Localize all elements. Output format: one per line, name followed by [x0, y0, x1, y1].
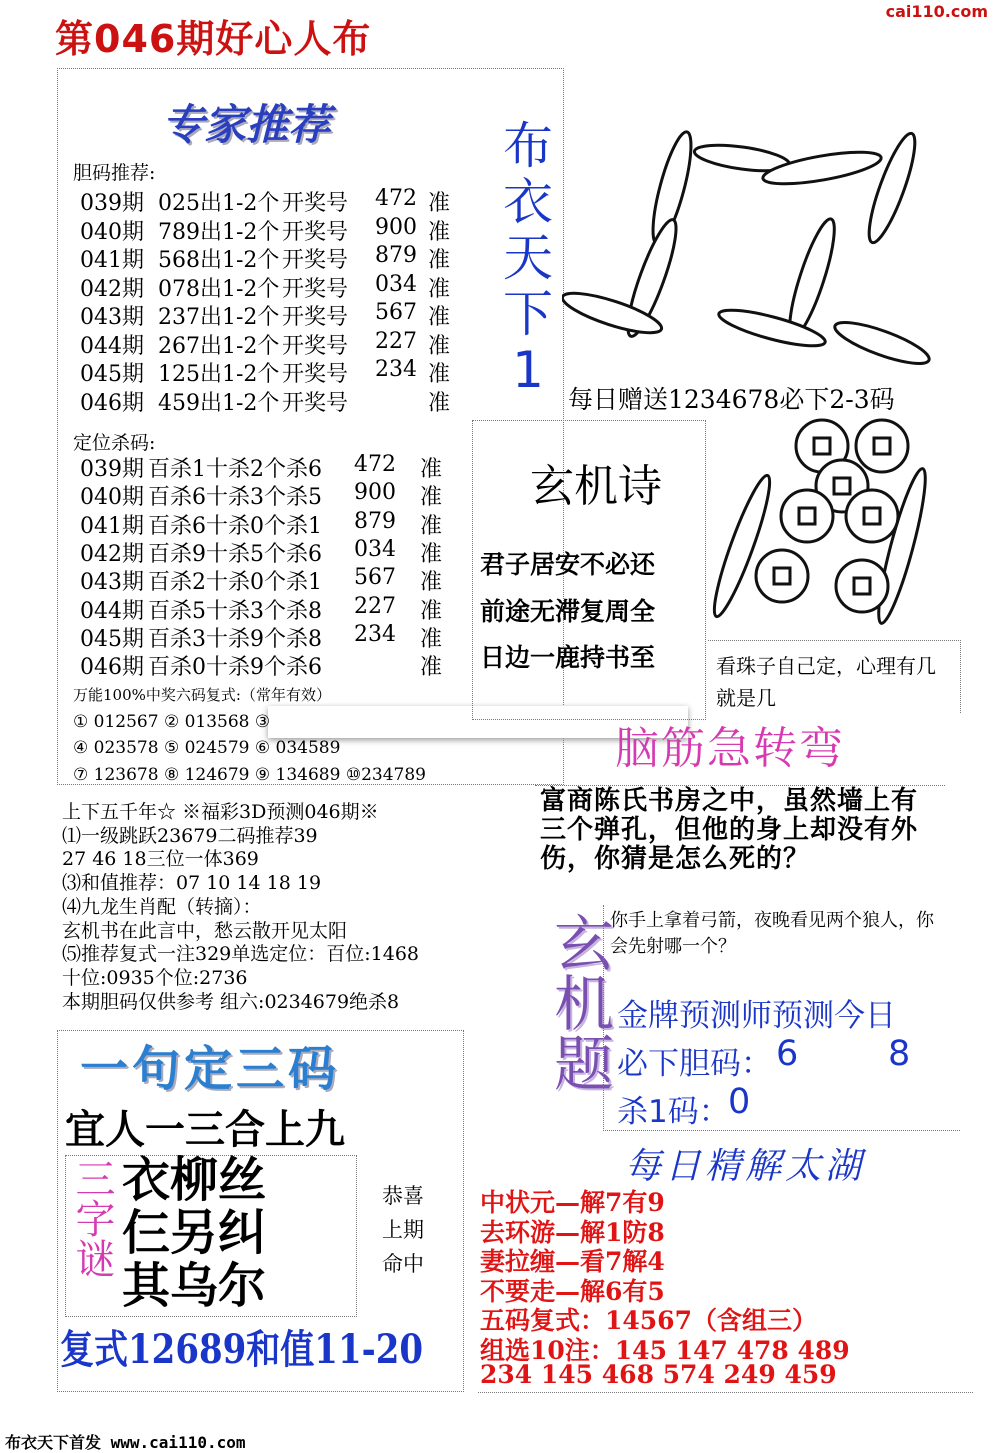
- taihu-line: 五码复式：14567（含组三）: [480, 1306, 817, 1335]
- history-line: 玄机书在此言中，愁云散开见太阳: [62, 919, 348, 942]
- dan-row: [80, 215, 480, 243]
- dan-mark: 准: [428, 305, 451, 330]
- history-line: 27 46 18三位一体369: [62, 848, 259, 871]
- dan-pick: 125出1-2个: [158, 362, 280, 387]
- xuanji-question: 你手上拿着弓箭，夜晚看见两个狼人，你会先射哪一个？: [610, 910, 934, 957]
- kill-mark: 准: [420, 570, 443, 596]
- zi-char-row: 其乌尔: [122, 1258, 267, 1314]
- dan-row: [80, 300, 480, 328]
- dan-period: 040期: [80, 219, 144, 245]
- kill-row: [80, 565, 480, 596]
- coins-image: [712, 416, 952, 646]
- six-row: ① 012567 ② 013568 ③: [73, 712, 271, 732]
- dan-row: [80, 329, 480, 357]
- kill-mark: 准: [420, 598, 443, 624]
- dan-row: [80, 272, 480, 300]
- dan-mark: 准: [428, 191, 451, 216]
- taihu-line: 234 145 468 574 249 459: [480, 1360, 837, 1389]
- zi-char-row: 衣柳丝: [122, 1152, 267, 1208]
- dan-pick: 568出1-2个: [158, 248, 280, 273]
- taihu-heading: 每日精解太湖: [625, 1146, 866, 1187]
- dan-row: [80, 243, 480, 271]
- kill-period: 040期: [80, 485, 144, 511]
- kill-pick: 百杀0十杀9个杀6: [148, 655, 322, 681]
- six-label: 万能100%中奖六码复式:（常年有效）: [73, 686, 331, 704]
- dan-label: 开奖号: [282, 276, 349, 302]
- fushi-text: 复式12689和值11-20: [60, 1326, 424, 1373]
- kill-period: 042期: [80, 541, 144, 567]
- dan-mark: 准: [428, 219, 451, 245]
- xuanji-vertical: 玄机题: [544, 912, 614, 1092]
- dan-pick: 025出1-2个: [158, 191, 280, 216]
- site-logo[interactable]: cai110.com: [885, 2, 988, 21]
- beads-caption: 看珠子自己定，心理有几就是几: [716, 654, 936, 710]
- buyi-vertical: 布衣天下1: [503, 117, 553, 399]
- daily-gift: 每日赠送1234678必下2-3码: [568, 385, 895, 414]
- kill-row: [80, 537, 480, 565]
- kill-mark: 准: [420, 541, 443, 567]
- dan-mark: 准: [428, 248, 451, 273]
- kill-mark: 准: [420, 655, 443, 681]
- dan-period: 044期: [80, 333, 144, 359]
- kill-num: 567: [354, 565, 396, 591]
- kill-mark: 准: [420, 457, 443, 482]
- poem-heading: 玄机诗: [530, 461, 662, 512]
- kill-num: 227: [354, 593, 396, 619]
- gold-dan1: 6: [776, 1034, 799, 1074]
- kill-label: 定位杀码:: [73, 432, 156, 454]
- kill-period: 045期: [80, 626, 144, 652]
- dan-mark: 准: [428, 390, 451, 416]
- dan-period: 039期: [80, 191, 144, 216]
- dan-label: 开奖号: [282, 362, 349, 387]
- zi-char-row: 仨另纠: [122, 1205, 267, 1261]
- six-row: ④ 023578 ⑤ 024579 ⑥ 034589: [73, 738, 341, 758]
- dan-period: 042期: [80, 276, 144, 302]
- kill-row: [80, 480, 480, 511]
- kill-period: 046期: [80, 655, 144, 681]
- dan-label: 开奖号: [282, 305, 349, 330]
- history-line: ⑴一级跳跃23679二码推荐39: [62, 824, 318, 847]
- dan-label: 开奖号: [282, 248, 349, 273]
- history-line: ⑸推荐复式一注329单选定位：百位:1468: [62, 943, 420, 966]
- gold-kill: 0: [728, 1082, 751, 1122]
- dan-pick: 459出1-2个: [158, 390, 280, 416]
- poem-line: 君子居安不必还: [480, 550, 656, 579]
- dan-row: [80, 357, 480, 385]
- dan-period: 041期: [80, 248, 144, 273]
- kill-pick: 百杀9十杀5个杀6: [148, 541, 322, 567]
- kill-period: 044期: [80, 598, 144, 624]
- six-row: ⑦ 123678 ⑧ 124679 ⑨ 134689 ⑩234789: [73, 765, 426, 785]
- kill-pick: 百杀3十杀9个杀8: [148, 626, 322, 652]
- dan-row: [80, 386, 480, 414]
- kill-row: [80, 622, 480, 650]
- yiju-heading: 一句定三码: [80, 1041, 341, 1097]
- gold-line2-label: 必下胆码：: [617, 1046, 772, 1082]
- dan-mark: 准: [428, 276, 451, 302]
- dan-num: 234: [375, 357, 417, 382]
- kill-period: 043期: [80, 570, 144, 596]
- gold-line3-label: 杀1码：: [617, 1094, 730, 1130]
- expert-heading: 专家推荐: [162, 100, 331, 149]
- kill-row: [80, 650, 480, 681]
- poem-line: 前途无滞复周全: [480, 597, 656, 626]
- taihu-line: 不要走—解6有5: [480, 1276, 665, 1306]
- kill-pick: 百杀2十杀0个杀1: [148, 570, 322, 596]
- congrats-text: 上期: [382, 1218, 424, 1242]
- kill-pick: 百杀6十杀0个杀1: [148, 513, 322, 539]
- taihu-line: 组选10注：145 147 478 489: [480, 1335, 850, 1365]
- dan-num: 900: [375, 214, 417, 240]
- kill-period: 041期: [80, 513, 144, 539]
- kill-row: [80, 509, 480, 537]
- brain-text: 富商陈氏书房之中，虽然墙上有三个弹孔，但他的身上却没有外伤，你猜是怎么死的？: [540, 786, 919, 874]
- kill-num: 472: [354, 452, 396, 477]
- kill-pick: 百杀6十杀3个杀5: [148, 485, 322, 511]
- congrats-text: 恭喜: [382, 1184, 424, 1208]
- kill-row: [80, 594, 480, 622]
- dan-num: 567: [375, 300, 417, 325]
- gold-dan2: 8: [888, 1034, 911, 1074]
- dan-num: 472: [375, 186, 417, 211]
- kill-num: 234: [354, 621, 396, 647]
- dan-mark: 准: [428, 333, 451, 359]
- history-line: 十位:0935个位:2736: [62, 966, 248, 989]
- dan-label: 开奖号: [282, 390, 349, 416]
- kill-mark: 准: [420, 485, 443, 511]
- gold-line1: 金牌预测师预测今日: [617, 998, 896, 1034]
- kill-pick: 百杀1十杀2个杀6: [148, 457, 322, 482]
- history-line: 本期胆码仅供参考 组六:0234679绝杀8: [62, 990, 400, 1013]
- dan-row: [80, 186, 480, 214]
- footer-text[interactable]: 布衣天下首发 www.cai110.com: [5, 1433, 246, 1452]
- dan-mark: 准: [428, 362, 451, 387]
- dan-num: 034: [375, 271, 417, 297]
- dan-label: 开奖号: [282, 219, 349, 245]
- dan-pick: 267出1-2个: [158, 333, 280, 359]
- yiju-riddle: 宜人一三合上九: [65, 1107, 345, 1153]
- zi-label: 三字谜: [69, 1158, 115, 1278]
- dan-pick: 789出1-2个: [158, 219, 280, 245]
- kill-num: 034: [354, 536, 396, 562]
- rice-grains-image: [562, 128, 960, 376]
- dan-label: 开奖号: [282, 191, 349, 216]
- brain-heading: 脑筋急转弯: [615, 723, 845, 774]
- taihu-line: 中状元—解7有9: [480, 1188, 665, 1217]
- dan-period: 043期: [80, 305, 144, 330]
- dan-period: 045期: [80, 362, 144, 387]
- taihu-line: 去环游—解1防8: [480, 1217, 665, 1247]
- dan-period: 046期: [80, 390, 144, 416]
- taihu-line: 妻拉缠—看7解4: [480, 1247, 665, 1276]
- kill-pick: 百杀5十杀3个杀8: [148, 598, 322, 624]
- history-line: 上下五千年☆ ※福彩3D预测046期※: [62, 801, 379, 823]
- poem-line: 日边一鹿持书至: [480, 643, 656, 672]
- dan-pick: 237出1-2个: [158, 305, 280, 330]
- dan-label: 开奖号: [282, 333, 349, 359]
- kill-num: 900: [354, 480, 396, 506]
- kill-mark: 准: [420, 626, 443, 652]
- kill-mark: 准: [420, 513, 443, 539]
- dan-pick: 078出1-2个: [158, 276, 280, 302]
- history-line: ⑶和值推荐：07 10 14 18 19: [62, 872, 322, 895]
- dan-num: 879: [375, 243, 417, 268]
- history-line: ⑷九龙生肖配（转摘）：: [62, 895, 262, 918]
- kill-period: 039期: [80, 457, 144, 482]
- page-title: 第046期好心人布: [55, 17, 372, 61]
- kill-row: [80, 452, 480, 480]
- dan-label: 胆码推荐:: [73, 162, 156, 184]
- kill-num: 879: [354, 508, 396, 534]
- congrats-text: 命中: [382, 1252, 424, 1276]
- dan-num: 227: [375, 328, 417, 354]
